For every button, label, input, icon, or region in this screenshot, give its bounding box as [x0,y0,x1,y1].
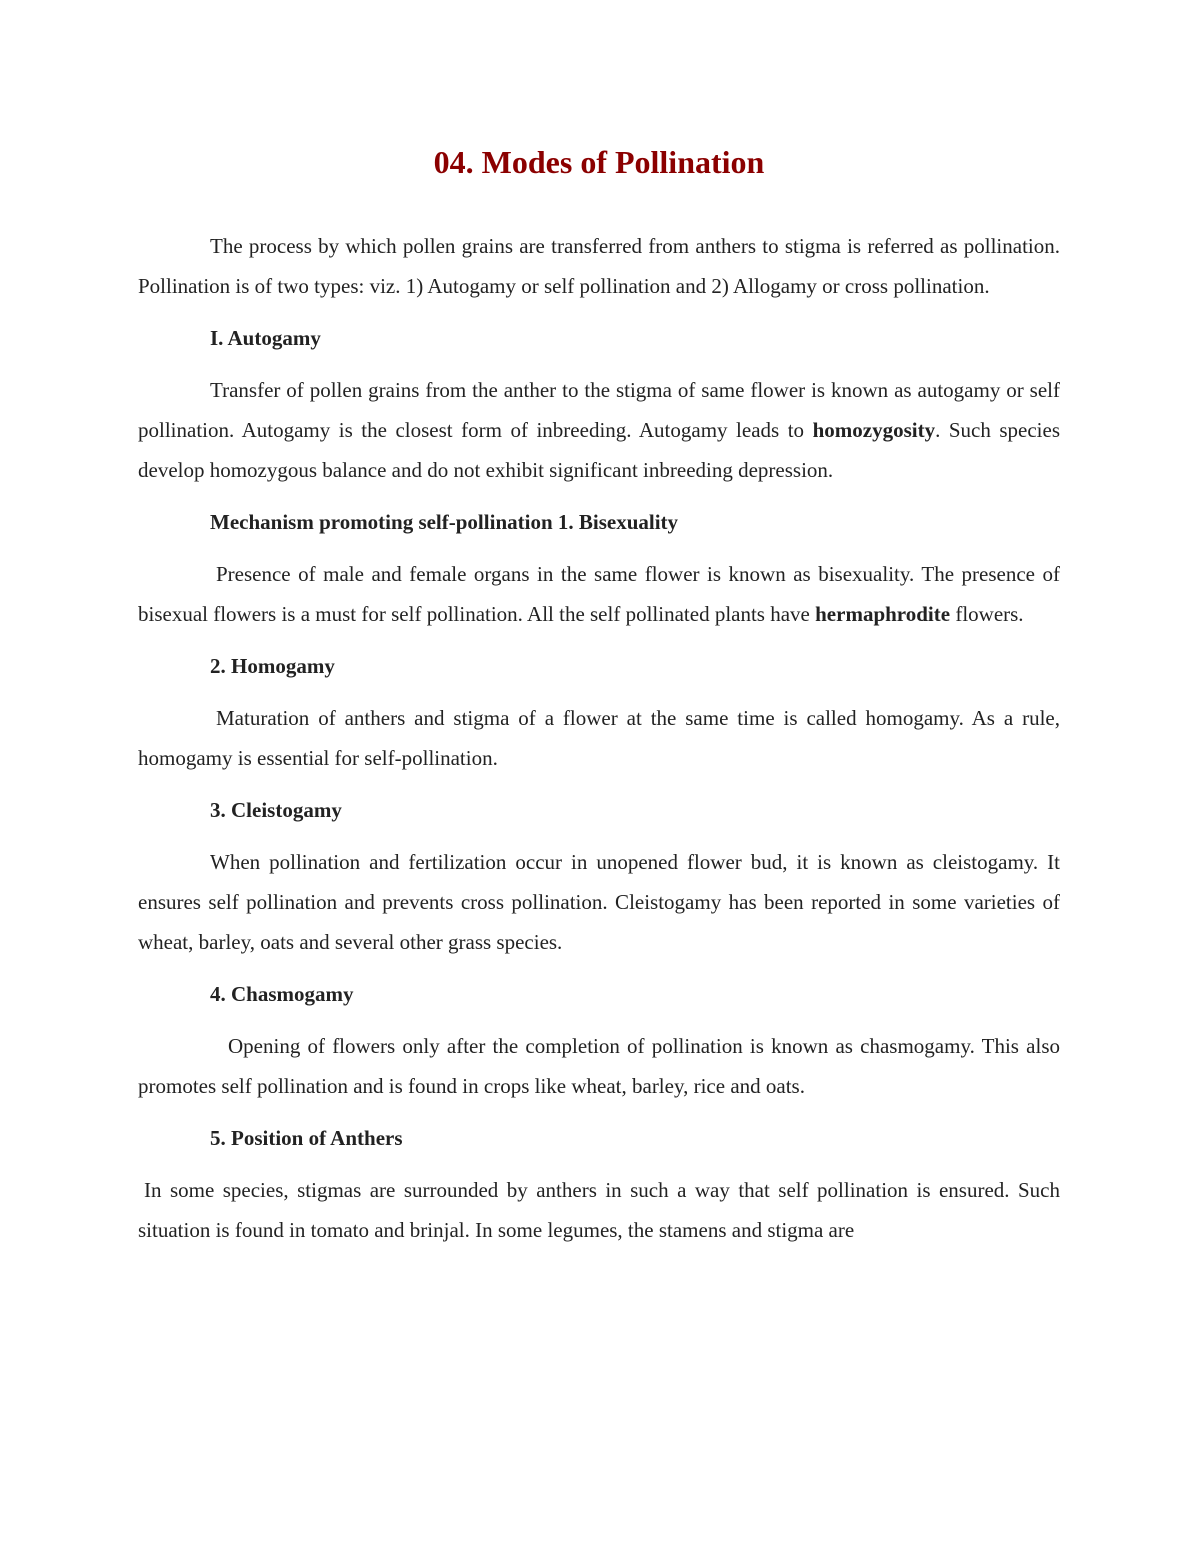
chasmogamy-heading: 4. Chasmogamy [210,982,354,1006]
autogamy-paragraph [138,370,1060,490]
homogamy-heading: 2. Homogamy [210,654,335,678]
document-body [138,226,1060,1262]
bisexuality-text-b: flowers. [950,602,1024,626]
homogamy-paragraph: Maturation of anthers and stigma of a flower at the same time is called homogamy. As a rule, homogamy is essential for self-pollination. [138,706,1060,770]
autogamy-text-a: Transfer of pollen grains from the anther to the stigma of same flower is known as autogamy or self pollination. Autogamy is the closest form of inbreeding. Autogamy leads to [138,378,1060,442]
mechanism-heading: Mechanism promoting self-pollination 1. Bisexuality [210,510,679,534]
page-title: 04. Modes of Pollination [433,144,765,180]
chasmogamy-paragraph: Opening of flowers only after the completion of pollination is known as chasmogamy. This also promotes self pollination and is found in crops like wheat, barley, rice and oats. [138,1034,1060,1098]
autogamy-text-b: . Such species develop homozygous balance and do not exhibit significant inbreeding depression. [138,418,1060,482]
autogamy-heading: I. Autogamy [210,326,321,350]
anthers-paragraph: In some species, stigmas are surrounded by anthers in such a way that self pollination is ensured. Such situation is found in tomato and brinjal. In some legumes, the stamens and stigma are [138,1178,1060,1242]
anthers-heading: 5. Position of Anthers [210,1126,403,1150]
cleistogamy-heading: 3. Cleistogamy [210,798,342,822]
intro-paragraph: The process by which pollen grains are transferred from anthers to stigma is referred as pollination. Pollination is of two types: viz. 1) Autogamy or self pollination and 2) Allogamy or cross pollination. [138,234,1060,298]
cleistogamy-paragraph: When pollination and fertilization occur in unopened flower bud, it is known as cleistogamy. It ensures self pollination and prevents cross pollination. Cleistogamy has been reported in some varieties of wheat, barley, oats and several other grass species. [138,850,1060,954]
autogamy-bold-term: homozygosity [812,418,936,442]
bisexuality-bold-term: hermaphrodite [815,602,951,626]
bisexuality-paragraph [138,554,1060,634]
bisexuality-text-a: Presence of male and female organs in the same flower is known as bisexuality. The presence of bisexual flowers is a must for self pollination. All the self pollinated plants have [138,562,1060,626]
